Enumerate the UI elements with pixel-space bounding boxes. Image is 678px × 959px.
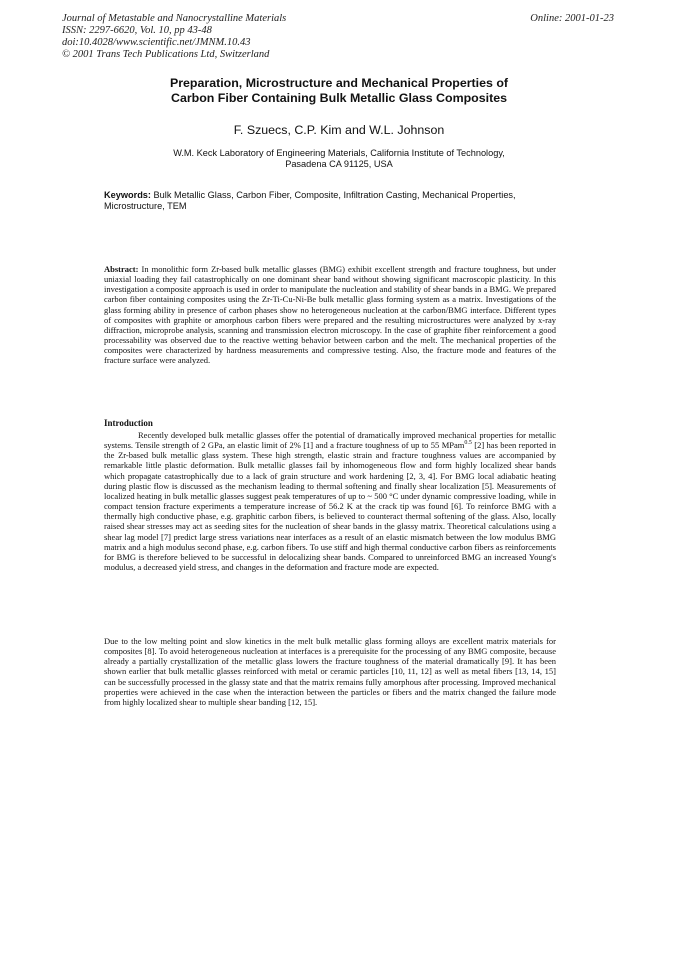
journal-name: Journal of Metastable and Nanocrystalline Materials: [62, 13, 287, 24]
intro-p1-superscript: 0.5: [464, 440, 472, 447]
abstract-label: Abstract:: [104, 264, 139, 274]
introduction-paragraph-2: Due to the low melting point and slow kinetics in the melt bulk metallic glass forming alloys are excellent matrix materials for composites [8]. To avoid heterogeneous nucleation at interfaces is a prerequisite for the processing of any BMG composite, because already a partially crystallization of the metallic glass lowers the fracture toughness of the material dramatically [9]. It has been shown earlier that bulk metallic glasses reinforced with metal or ceramic particles [10, 11, 12] as well as metal fibers [13, 14, 15] can be successfully processed in the glassy state and that the matrix remains fully amorphous after processing. Improved mechanical properties were achieved in the case when the interaction between the particles or fibers and the matrix changed the failure mode from highly localized shear to multiple shear banding [12, 15].: [104, 636, 556, 707]
abstract-text: In monolithic form Zr-based bulk metallic glasses (BMG) exhibit excellent strength and fracture toughness, but under uniaxial loading they fail catastrophically on one dominant shear band without showing significant macroscopic plasticity. In this investigation a composite approach is used in order to manipulate the nucleation and stability of shear bands in a BMG. We prepared carbon fiber containing composites using the Zr-Ti-Cu-Ni-Be bulk metallic glass forming system as a matrix. Investigations of the glass forming ability in presence of carbon phases show no heterogeneous nucleation at the carbon/BMG interface. Different types of composites with graphite or amorphous carbon fibers were prepared and the resulting microstructures were analyzed by x-ray diffraction, microprobe analysis, scanning and transmission electron microscopy. In the case of graphite fiber reinforcement a good processability was observed due to the reactive wetting behavior between carbon and the melt. The mechanical properties of the composites were characterized by hardness measurements and compressive testing. Also, the fracture mode and features of the fracture surface were analyzed.: [104, 264, 556, 366]
journal-info: [62, 13, 482, 61]
journal-doi: doi:10.4028/www.scientific.net/JMNM.10.43: [62, 37, 251, 48]
keywords: [104, 190, 534, 212]
online-date: Online: 2001-01-23: [530, 13, 614, 24]
affiliation-line-2: Pasadena CA 91125, USA: [285, 159, 393, 169]
introduction-paragraph-1: [104, 430, 556, 572]
paper-title: [100, 76, 578, 106]
intro-p1-part2: [2] has been reported in the Zr-based bulk metallic glass system. These high strength, elastic strain and fracture toughness values are accompanied by remarkable little plastic deformation. Bulk metallic glasses fail by inhomogeneous flow and form highly localized shear bands which propagate catastrophically due to a lack of grain structure and work hardening [2, 3, 4]. For BMG local adiabatic heating during plastic flow is discussed as the mechanism leading to thermal softening and finally shear localization [5]. Measurements of localized heating in bulk metallic glasses suggest peak temperatures of up to ~ 500 °C under dynamic compressive loading, while in compact tension fracture experiments a temperature increase of 56.2 K at the crack tip was found [6]. To reinforce BMG with a thermally high conductive phase, e.g. graphitic carbon fibers, is believed to counteract thermal softening of the glass. Also, locally raised shear stresses may act as seeding sites for the nucleation of shear bands in the glassy matrix. Theoretical calculations using a shear lag model [7] predict large stress variations near interfaces as a result of an elastic mismatch between the low modulus BMG matrix and a high modulus second phase, e.g. carbon fibers. To use stiff and high thermal conductive carbon fibers as reinforcements for BMG is therefore believed to be successful in delocalizing shear bands. Compared to unreinforced BMG an increased Young's modulus, a decreased yield stress, and changes in the deformation and fracture mode are expected.: [104, 440, 556, 573]
affiliation-line-1: W.M. Keck Laboratory of Engineering Materials, California Institute of Technology,: [173, 148, 505, 158]
journal-issn: ISSN: 2297-6620, Vol. 10, pp 43-48: [62, 25, 212, 36]
title-line-1: Preparation, Microstructure and Mechanical Properties of: [169, 76, 509, 90]
keywords-list: Bulk Metallic Glass, Carbon Fiber, Composite, Infiltration Casting, Mechanical Properties, Microstructure, TEM: [104, 190, 516, 211]
affiliation: [100, 148, 578, 170]
journal-copyright: © 2001 Trans Tech Publications Ltd, Switzerland: [62, 49, 270, 60]
title-line-2: Carbon Fiber Containing Bulk Metallic Glass Composites: [171, 91, 507, 105]
keywords-label: Keywords:: [104, 190, 151, 200]
authors: F. Szuecs, C.P. Kim and W.L. Johnson: [233, 123, 445, 137]
abstract: [104, 264, 556, 366]
introduction-heading: Introduction: [104, 418, 153, 428]
intro-p1-part1: Recently developed bulk metallic glasses offer the potential of dramatically improved mechanical properties for metallic systems. Tensile strength of 2 GPa, an elastic limit of 2% [1] and a fracture toughness of up to 55 MPam: [104, 430, 556, 451]
